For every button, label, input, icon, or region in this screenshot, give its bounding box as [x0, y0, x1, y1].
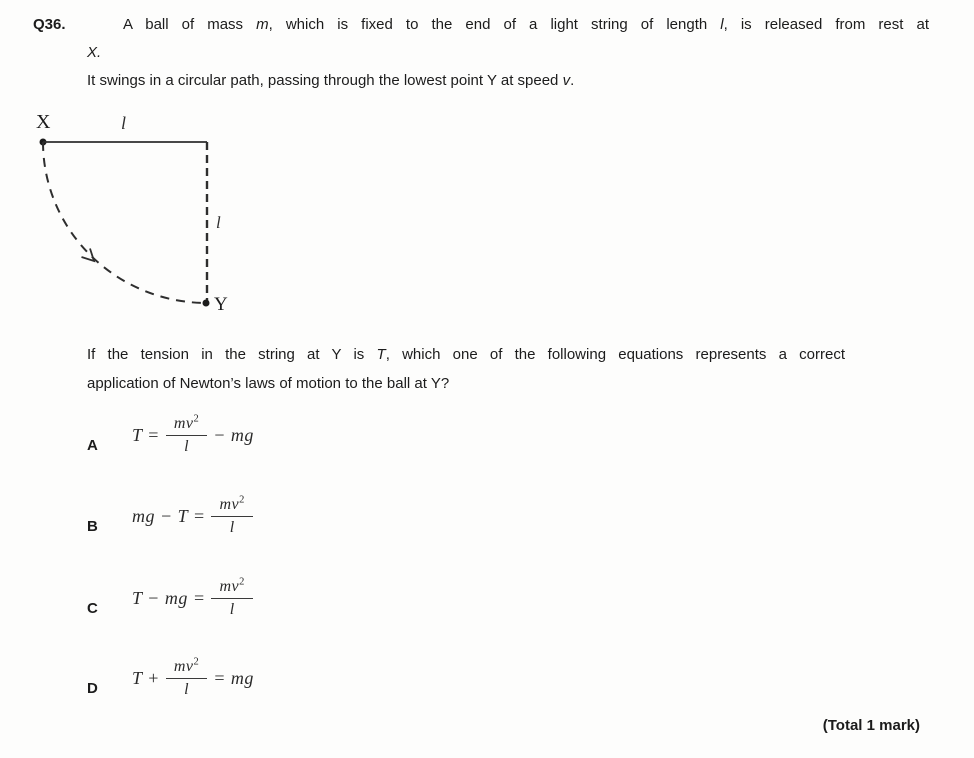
- option-b-equation: [132, 495, 259, 538]
- fraction-denominator: l: [166, 678, 207, 700]
- option-d-equation: [132, 657, 254, 700]
- fraction: [166, 414, 207, 457]
- superscript: 2: [239, 494, 245, 506]
- fraction-denominator: l: [166, 435, 207, 457]
- fraction-denominator: l: [211, 598, 252, 620]
- diagram-x-label: X: [36, 111, 51, 133]
- fraction-numerator: $mv^2$: [219, 576, 245, 595]
- option-c-equation: [132, 577, 259, 620]
- option-d-letter: D: [87, 680, 98, 697]
- diagram-length-label-top: l: [121, 113, 127, 133]
- option-b-letter: B: [87, 518, 98, 535]
- question-intro: [33, 11, 943, 95]
- equation-lhs: T +: [132, 668, 160, 688]
- option-c-letter: C: [87, 600, 98, 617]
- fraction-numerator: $mv^2$: [219, 494, 245, 513]
- question-number: Q36.: [33, 16, 66, 33]
- option-c: [87, 577, 259, 620]
- option-d: [87, 657, 254, 700]
- y-point-dot: [203, 300, 210, 307]
- fraction: [166, 657, 207, 700]
- option-a: [87, 414, 254, 457]
- intro-line-1: A ball of mass m, which is fixed to the end of a light string of length l, is released from rest at: [123, 16, 929, 33]
- fraction: [211, 577, 252, 620]
- fraction-numerator: $mv^2$: [173, 656, 200, 675]
- option-b: [87, 495, 259, 538]
- prompt-line-1: If the tension in the string at Y is T, which one of the following equations represents a correct: [87, 346, 845, 363]
- superscript: 2: [239, 576, 245, 588]
- pendulum-diagram: [30, 106, 270, 324]
- superscript: 2: [193, 656, 200, 668]
- intro-line-3: It swings in a circular path, passing through the lowest point Y at speed v.: [87, 72, 575, 89]
- equation-lhs: mg − T =: [132, 506, 206, 526]
- fraction: [211, 495, 252, 538]
- question-prompt: [87, 340, 845, 398]
- fraction-numerator: $mv^2$: [173, 413, 200, 432]
- intro-line-2: X.: [87, 44, 102, 61]
- total-marks: (Total 1 mark): [822, 717, 920, 734]
- superscript: 2: [193, 413, 200, 425]
- fraction-denominator: l: [211, 516, 252, 538]
- equation-rhs: − mg: [213, 425, 254, 445]
- option-a-letter: A: [87, 437, 98, 454]
- question-first-row: [33, 11, 943, 39]
- diagram-y-label: Y: [214, 294, 228, 315]
- swing-direction-arrow-icon: [82, 249, 95, 262]
- swing-arc: [43, 142, 206, 303]
- diagram-length-label-side: l: [216, 213, 221, 232]
- option-a-equation: [132, 414, 254, 457]
- equation-lhs: T − mg =: [132, 588, 206, 608]
- prompt-line-2: application of Newton’s laws of motion to the ball at Y?: [87, 375, 450, 392]
- equation-lhs: T =: [132, 425, 160, 445]
- equation-rhs: = mg: [213, 668, 254, 688]
